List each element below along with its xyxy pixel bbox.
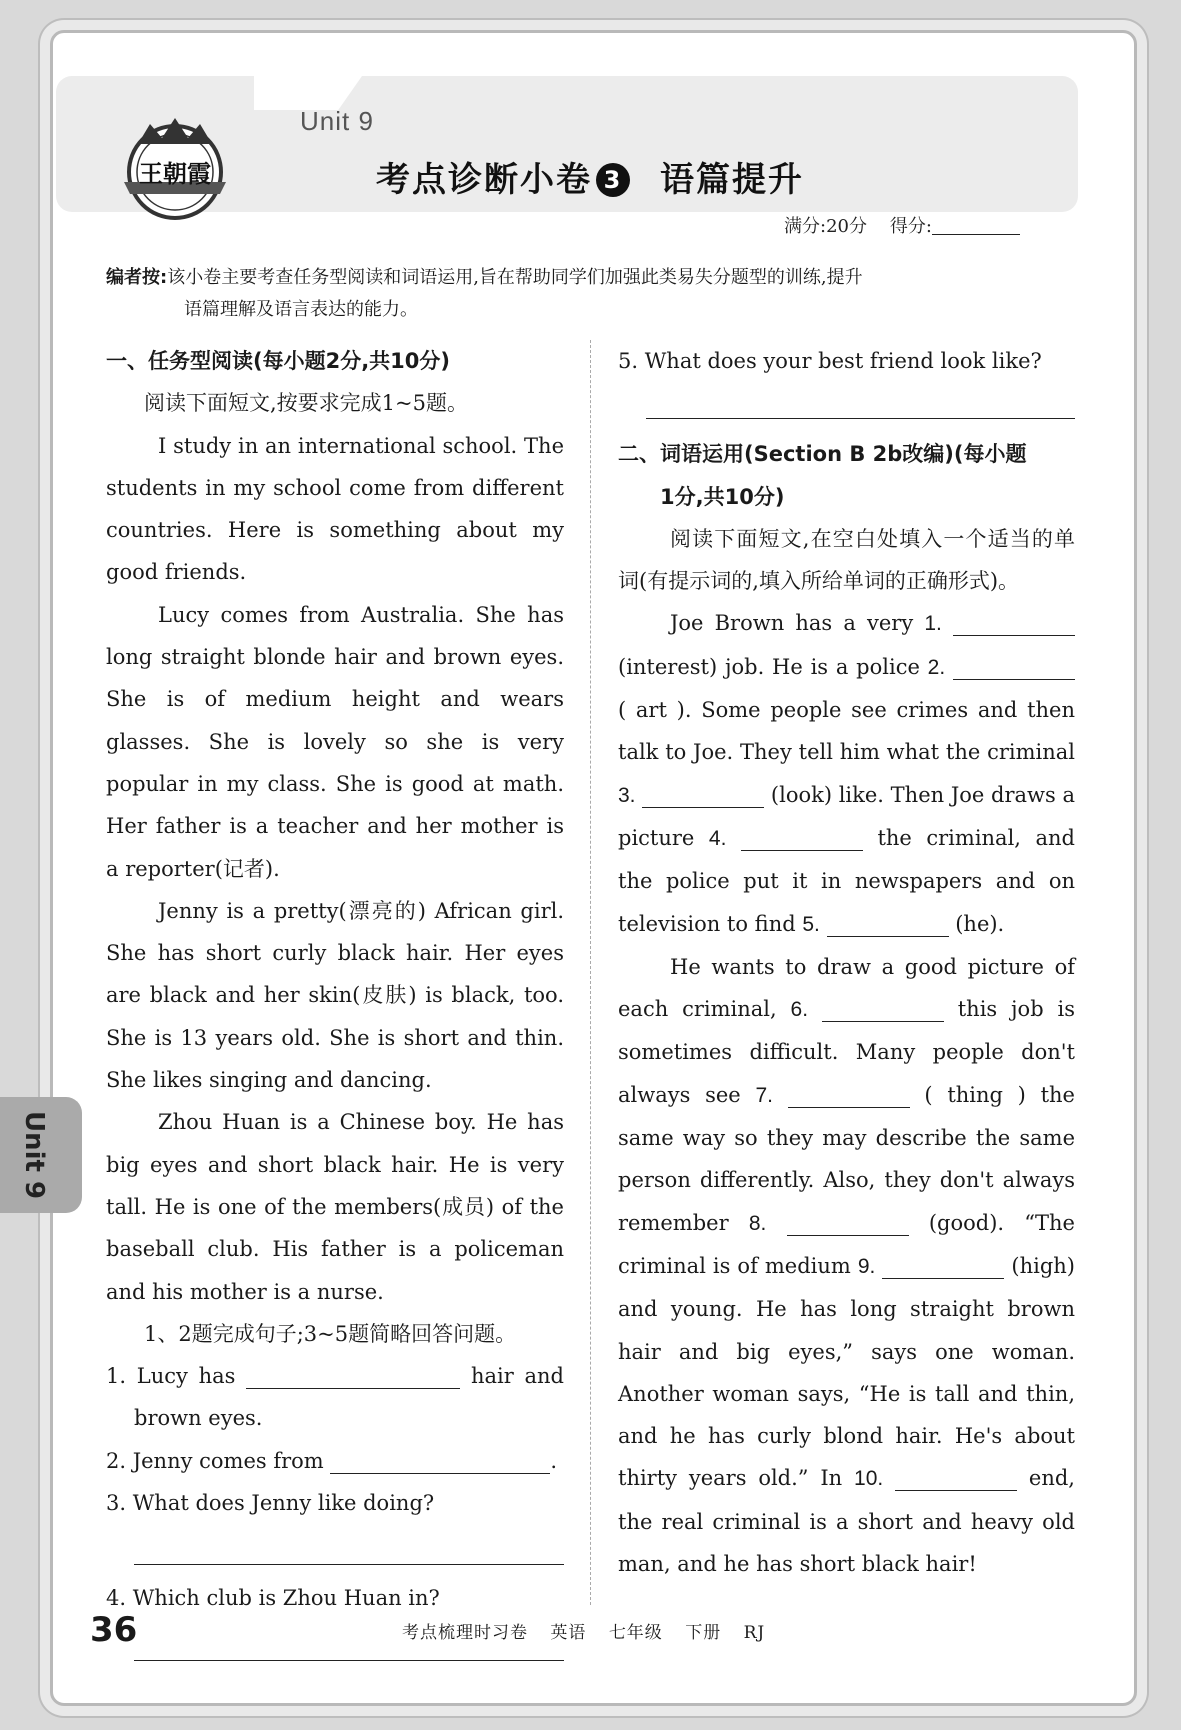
- right-column: [618, 340, 1075, 1585]
- editor-note-line2: 语篇理解及语言表达的能力。: [184, 299, 418, 320]
- blank-number-10: 10.: [854, 1467, 884, 1491]
- blank-number-2: 2.: [927, 655, 946, 679]
- blank-number-5: 5.: [802, 912, 820, 936]
- title-number-badge: 3: [596, 163, 630, 197]
- section2-heading: [618, 433, 1075, 518]
- question-1-start: 1. Lucy has: [106, 1364, 236, 1389]
- answer-line-5[interactable]: [646, 388, 1075, 419]
- full-score-label: 满分:20分: [784, 216, 867, 237]
- score-blank[interactable]: [932, 216, 1020, 235]
- unit-side-tab: [0, 1097, 82, 1213]
- task-note: 1、2题完成句子;3~5题简略回答问题。: [144, 1321, 517, 1346]
- question-2-end: .: [550, 1448, 558, 1473]
- blank-number-7: 7.: [755, 1083, 773, 1107]
- section2-instruction: 阅读下面短文,在空白处填入一个适当的单词(有提示词的,填入所给单词的正确形式)。: [618, 526, 1075, 594]
- blank-number-4: 4.: [708, 826, 727, 850]
- cloze-blank-3[interactable]: [642, 783, 764, 808]
- cloze-blank-8[interactable]: [787, 1211, 909, 1236]
- question-1: [106, 1355, 564, 1440]
- question-2-text: 2. Jenny comes from: [106, 1448, 324, 1473]
- column-divider: [590, 340, 591, 1605]
- passage-paragraph: Jenny is a pretty(漂亮的) African girl. She has short curly black hair. Her eyes are black and her skin(皮肤) is black, too. She is 13 years old. She is short and thin. She likes singing and dancing.: [106, 898, 564, 1093]
- score-line: [784, 212, 1020, 238]
- question-3: 3. What does Jenny like doing?: [106, 1491, 435, 1516]
- cloze-blank-1[interactable]: [953, 611, 1075, 636]
- blank-number-9: 9.: [857, 1254, 876, 1278]
- question-1-end: hair and brown eyes.: [134, 1364, 564, 1431]
- page-number: 36: [90, 1610, 138, 1650]
- footer: [402, 1618, 781, 1643]
- passage-paragraph: Lucy comes from Australia. She has long straight blonde hair and brown eyes. She is of medium height and wears glasses. She is lovely so she is very popular in my class. She is good at math. Her father is a teacher and her mother is a reporter(记者).: [106, 602, 564, 881]
- cloze-paragraph-1: Joe Brown has a very 1. (interest) job. He is a police 2. ( art ). Some people see crimes and then talk to Joe. They tell him what the criminal 3. (look) like. Then Joe draws a picture 4. the criminal, and the police put it in newspapers and on television to find 5. (he).: [618, 611, 1075, 936]
- blank-number-8: 8.: [748, 1211, 767, 1235]
- footer-book: 考点梳理时习卷: [402, 1623, 528, 1643]
- page-title: [376, 152, 804, 201]
- footer-volume: 下册: [685, 1623, 722, 1643]
- answer-blank-1[interactable]: [246, 1364, 460, 1389]
- footer-subject: 英语: [550, 1623, 587, 1643]
- cloze-blank-6[interactable]: [822, 997, 944, 1022]
- answer-line-3[interactable]: [134, 1534, 564, 1565]
- publisher-logo: [116, 110, 234, 228]
- cloze-blank-2[interactable]: [953, 655, 1075, 680]
- question-2: [106, 1440, 564, 1482]
- cloze-paragraph-2: He wants to draw a good picture of each criminal, 6. this job is sometimes difficult. Many people don't always see 7. ( thing ) the same way so they may describe the same person differently. Also, they don't always remember 8. (good). “The criminal is of medium 9. (high) and young. He has long straight brown hair and big eyes,” says one woman. Another woman says, “He is tall and thin, and he has curly blond hair. He's about thirty years old.” In 10. end, the real criminal is a short and heavy old man, and he has short black hair!: [618, 954, 1075, 1577]
- blank-number-3: 3.: [618, 783, 636, 807]
- section1-heading: 一、任务型阅读(每小题2分,共10分): [106, 349, 451, 373]
- section2-heading-a: 二、词语运用(Section B 2b改编)(每小题: [618, 442, 1027, 467]
- question-5: 5. What does your best friend look like?: [618, 349, 1042, 373]
- editor-note-line1: 该小卷主要考查任务型阅读和词语运用,旨在帮助同学们加强此类易失分题型的训练,提升: [167, 267, 863, 288]
- section1-instruction: 阅读下面短文,按要求完成1~5题。: [144, 391, 468, 416]
- blank-number-6: 6.: [790, 998, 809, 1022]
- title-text: 考点诊断小卷: [376, 160, 592, 200]
- logo-text: 王朝霞: [139, 159, 211, 188]
- footer-grade: 七年级: [608, 1623, 663, 1643]
- passage-paragraph: Zhou Huan is a Chinese boy. He has big eyes and short black hair. He is very tall. He is one of the members(成员) of the baseball club. His father is a policeman and his mother is a nurse.: [106, 1110, 564, 1304]
- cloze-blank-5[interactable]: [827, 912, 949, 937]
- passage-paragraph: I study in an international school. The students in my school come from different countries. Here is something about my good friends.: [106, 433, 564, 585]
- blank-number-1: 1.: [924, 612, 942, 636]
- editor-note-label: 编者按:: [106, 267, 168, 288]
- answer-blank-2[interactable]: [330, 1449, 550, 1474]
- cloze-blank-10[interactable]: [895, 1466, 1017, 1491]
- cloze-blank-4[interactable]: [741, 826, 863, 851]
- unit-label: Unit 9: [300, 106, 374, 136]
- footer-edition: RJ: [743, 1623, 766, 1643]
- question-4: 4. Which club is Zhou Huan in?: [106, 1586, 440, 1611]
- side-tab-label: Unit 9: [19, 1110, 49, 1200]
- section2-heading-b: 1分,共10分): [660, 484, 785, 509]
- cloze-blank-7[interactable]: [788, 1083, 910, 1108]
- cloze-blank-9[interactable]: [882, 1254, 1004, 1279]
- editor-note: [106, 262, 1074, 326]
- left-column: [106, 340, 564, 1673]
- title-subtitle: 语篇提升: [660, 160, 804, 200]
- got-score-label: 得分:: [889, 216, 932, 237]
